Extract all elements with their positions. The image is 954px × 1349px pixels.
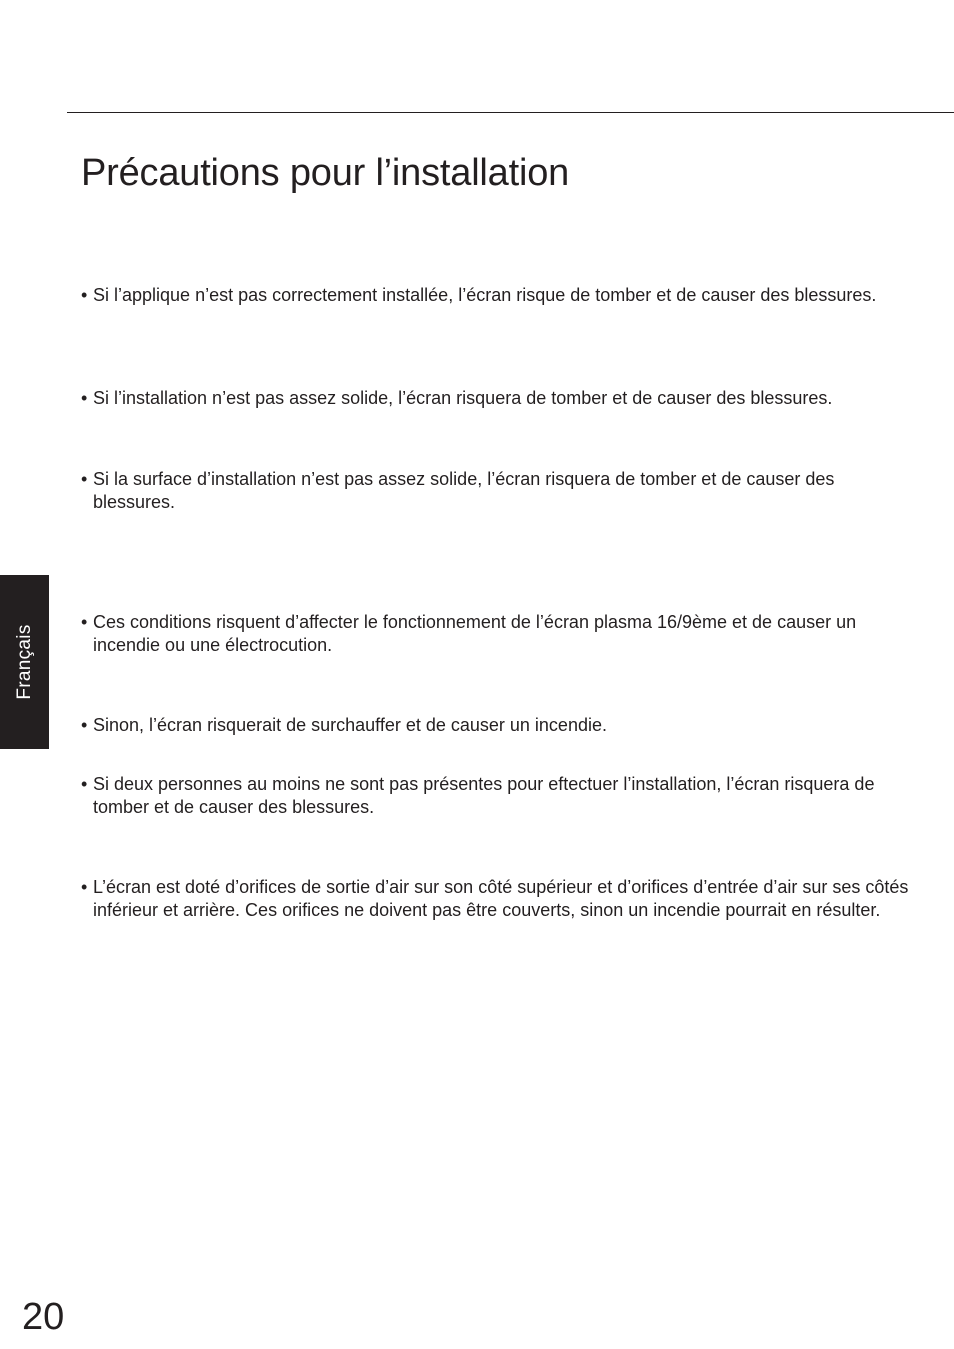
bullet-marker: • [81, 877, 88, 897]
precaution-item [81, 387, 911, 410]
language-tab-label: Français [13, 624, 35, 700]
precaution-text: Si l’applique n’est pas correctement installée, l’écran risque de tomber et de causer des blessures. [93, 285, 877, 305]
precaution-text: Sinon, l’écran risquerait de surchauffer et de causer un incendie. [93, 715, 607, 735]
page-number: 20 [22, 1296, 65, 1338]
precaution-item [81, 284, 911, 307]
page-title: Précautions pour l’installation [81, 152, 570, 194]
language-tab [0, 575, 49, 749]
precaution-text: Ces conditions risquent d’affecter le fonctionnement de l’écran plasma 16/9ème et de causer un incendie ou une électrocution. [93, 612, 857, 655]
bullet-marker: • [81, 388, 88, 408]
bullet-marker: • [81, 774, 88, 794]
bullet-marker: • [81, 469, 88, 489]
bullet-marker: • [81, 285, 88, 305]
precaution-text: Si la surface d’installation n’est pas assez solide, l’écran risquera de tomber et de causer des blessures. [93, 469, 835, 512]
precaution-item [81, 876, 911, 921]
bullet-marker: • [81, 715, 88, 735]
precaution-text: Si l’installation n’est pas assez solide, l’écran risquera de tomber et de causer des blessures. [93, 388, 833, 408]
precaution-item [81, 611, 911, 656]
precaution-item [81, 714, 911, 737]
precaution-item [81, 468, 911, 513]
precaution-text: L’écran est doté d’orifices de sortie d’air sur son côté supérieur et d’orifices d’entrée d’air sur ses côtés inférieur et arrière. Ces orifices ne doivent pas être couverts, sinon un incendie pourrait en résulter. [93, 877, 909, 920]
bullet-marker: • [81, 612, 88, 632]
precaution-text: Si deux personnes au moins ne sont pas présentes pour eftectuer l’installation, l’écran risquera de tomber et de causer des blessures. [93, 774, 875, 817]
precaution-item [81, 773, 911, 818]
header-rule [67, 112, 954, 113]
